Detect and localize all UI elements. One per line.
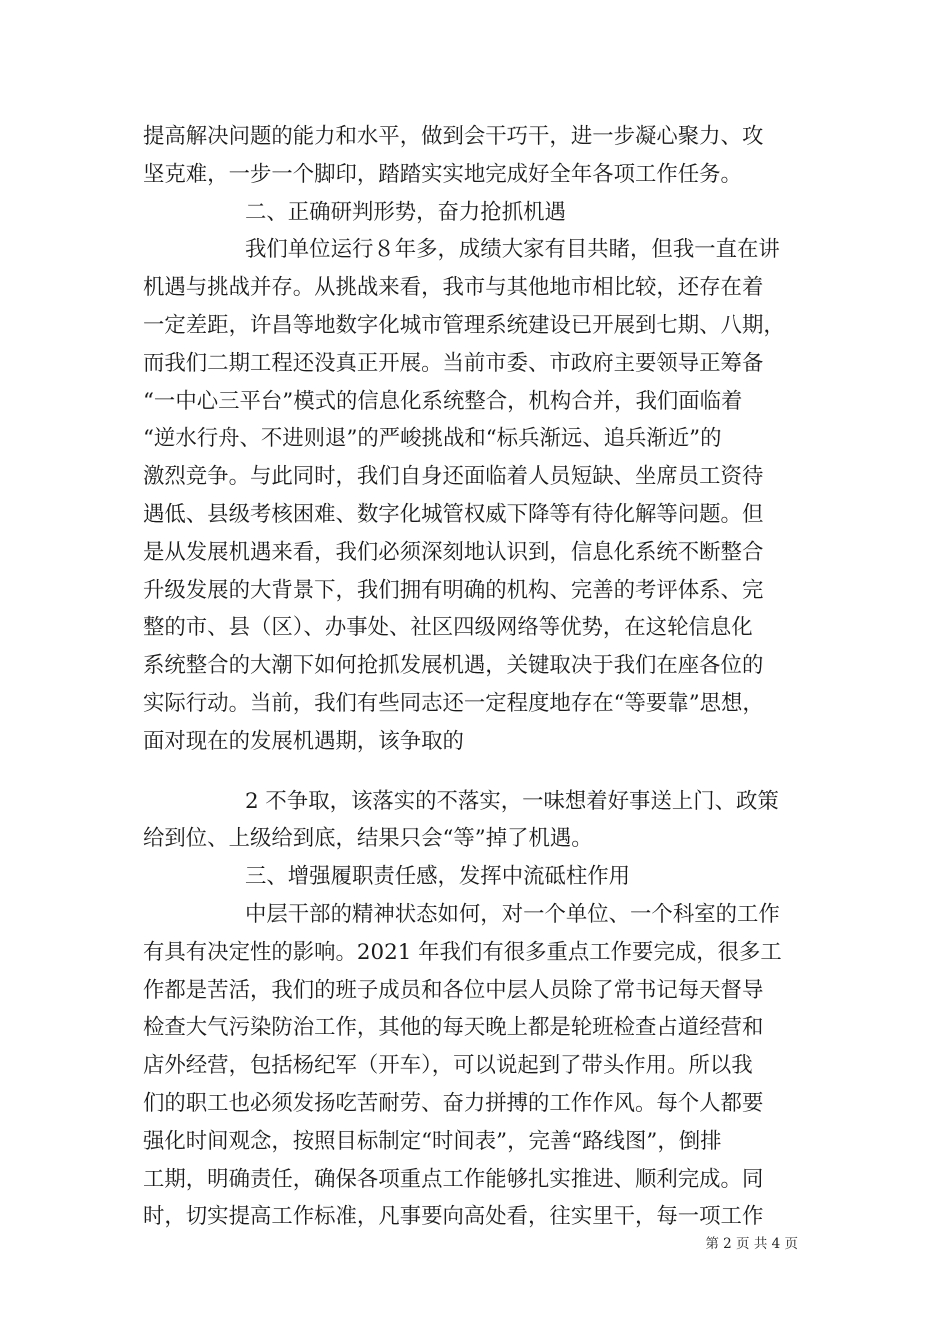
text-line: 一定差距，许昌等地数字化城市管理系统建设已开展到七期、八期， <box>143 312 785 338</box>
text-line: 坚克难，一步一个脚印，踏踏实实地完成好全年各项工作任务。 <box>143 161 742 187</box>
text-line: 实际行动。当前，我们有些同志还一定程度地存在“等要靠”思想， <box>143 690 764 716</box>
document-body <box>143 118 813 1236</box>
text-line: 提高解决问题的能力和水平，做到会干巧干，进一步凝心聚力、攻 <box>143 124 764 149</box>
text-line: 系统整合的大潮下如何抢抓发展机遇，关键取决于我们在座各位的 <box>143 653 764 679</box>
text-line: 是从发展机遇来看，我们必须深刻地认识到，信息化系统不断整合 <box>143 539 764 565</box>
text-line: 工期，明确责任，确保各项重点工作能够扎实推进、顺利完成。同 <box>143 1166 764 1192</box>
paragraph-gap <box>143 761 813 783</box>
text-line: 我们单位运行８年多，成绩大家有目共睹，但我一直在讲 <box>245 237 780 263</box>
text-line: 给到位、上级给到底，结果只会“等”掉了机遇。 <box>143 826 593 852</box>
text-line: 遇低、县级考核困难、数字化城管权威下降等有待化解等问题。但 <box>143 501 764 527</box>
section-heading: 三、增强履职责任感，发挥中流砥柱作用 <box>245 864 631 890</box>
text-line: 2 不争取，该落实的不落实，一味想着好事送上门、政策 <box>245 788 779 814</box>
text-line: 作都是苦活，我们的班子成员和各位中层人员除了常书记每天督导 <box>143 977 764 1003</box>
text-line: 们的职工也必须发扬吃苦耐劳、奋力拼搏的工作作风。每个人都要 <box>143 1090 764 1116</box>
text-line: 检查大气污染防治工作，其他的每天晚上都是轮班检查占道经营和 <box>143 1015 764 1041</box>
page-number-footer: 第 2 页 共 4 页 <box>705 1236 798 1252</box>
text-line: 机遇与挑战并存。从挑战来看，我市与其他地市相比较，还存在着 <box>143 275 764 301</box>
text-line: 店外经营，包括杨纪军（开车），可以说起到了带头作用。所以我 <box>143 1053 753 1079</box>
text-line: 强化时间观念，按照目标制定“时间表”，完善“路线图”，倒排 <box>143 1128 722 1154</box>
text-line: 激烈竞争。与此同时，我们自身还面临着人员短缺、坐席员工资待 <box>143 464 764 490</box>
text-line: 整的市、县（区）、办事处、社区四级网络等优势，在这轮信息化 <box>143 615 753 641</box>
text-line: 有具有决定性的影响。2021 年我们有很多重点工作要完成，很多工 <box>143 939 782 965</box>
section-heading: 二、正确研判形势，奋力抢抓机遇 <box>245 199 566 225</box>
text-line: “一中心三平台”模式的信息化系统整合，机构合并，我们面临着 <box>143 388 743 414</box>
text-line: 面对现在的发展机遇期，该争取的 <box>143 728 464 754</box>
text-line: “逆水行舟、不进则退”的严峻挑战和“标兵渐远、追兵渐近”的 <box>143 426 722 452</box>
text-line: 而我们二期工程还没真正开展。当前市委、市政府主要领导正筹备 <box>143 350 764 376</box>
text-line: 中层干部的精神状态如何，对一个单位、一个科室的工作 <box>245 901 780 927</box>
text-line: 升级发展的大背景下，我们拥有明确的机构、完善的考评体系、完 <box>143 577 764 603</box>
text-line: 时，切实提高工作标准，凡事要向高处看，往实里干，每一项工作 <box>143 1204 764 1230</box>
